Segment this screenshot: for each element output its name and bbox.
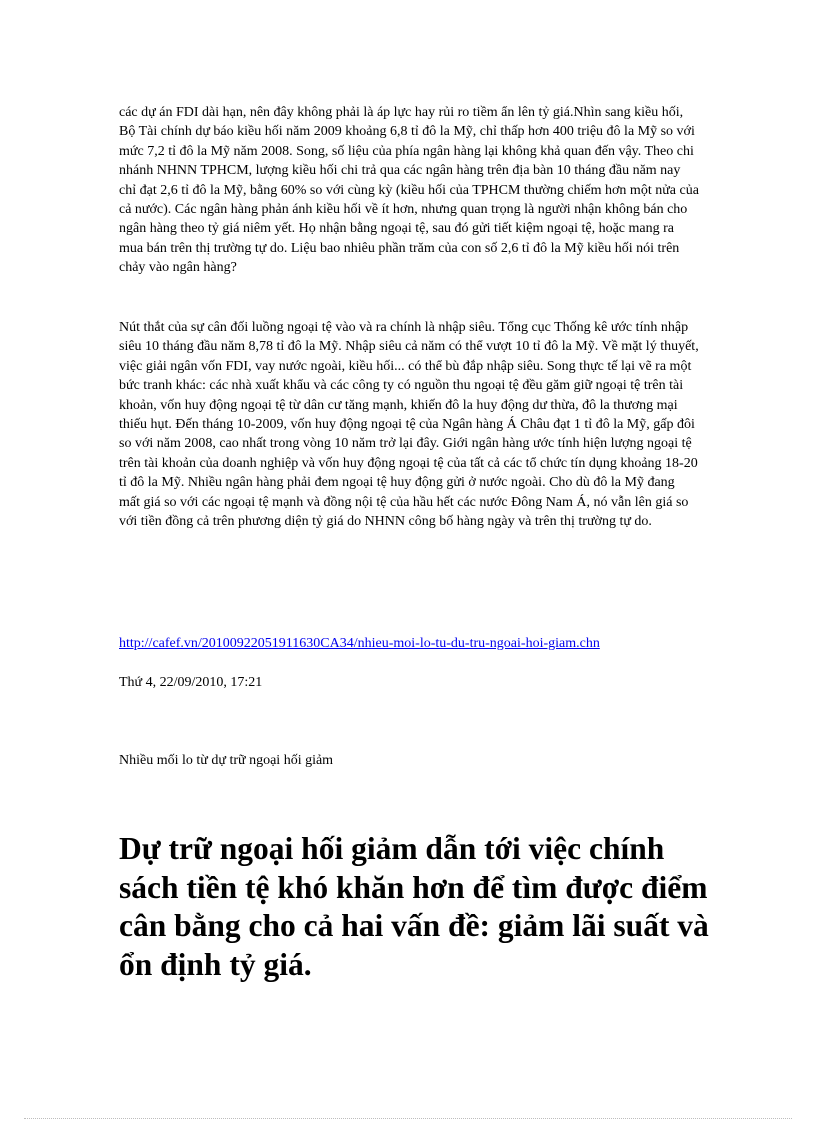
source-link[interactable]: http://cafef.vn/20100922051911630CA34/nhieu-moi-lo-tu-du-tru-ngoai-hoi-giam.chn: [119, 636, 600, 651]
publish-datetime: Thứ 4, 22/09/2010, 17:21: [119, 675, 263, 690]
page-bottom-divider: [24, 1118, 792, 1119]
body-paragraph-trade-deficit: Nút thắt của sự cân đối luồng ngoại tệ vào và ra chính là nhập siêu. Tổng cục Thống kê ước tính nhập siêu 10 tháng đầu năm 8,78 tỉ đô la Mỹ. Nhập siêu cả năm có thể vượt 10 tỉ đô la Mỹ. Về mặt lý thuyết, việc giải ngân vốn FDI, vay nước ngoài, kiều hối... có thể bù đắp nhập siêu. Song thực tế lại vẽ ra một bức tranh khác: các nhà xuất khẩu và các công ty có nguồn thu ngoại tệ đều găm giữ ngoại tệ trên tài khoản, vốn huy động ngoại tệ từ dân cư tăng mạnh, khiến đô la huy động dư thừa, đô la thương mại thiếu hụt. Đến tháng 10-2009, vốn huy động ngoại tệ của Ngân hàng Á Châu đạt 1 tỉ đô la Mỹ, gấp đôi so với năm 2008, cao nhất trong vòng 10 năm trở lại đây. Giới ngân hàng ước tính hiện lượng ngoại tệ trên tài khoản của doanh nghiệp và vốn huy động ngoại tệ của tất cả các tổ chức tín dụng khoảng 18-20 tỉ đô la Mỹ. Nhiều ngân hàng phải đem ngoại tệ huy động gửi ở nước ngoài. Cho dù đô la Mỹ đang mất giá so với các ngoại tệ mạnh và đồng nội tệ của hầu hết các nước Đông Nam Á, nó vẫn lên giá so với tiền đồng cả trên phương diện tỷ giá do NHNN công bố hàng ngày và trên thị trường tự do.: [119, 320, 699, 530]
body-paragraph-remittances: các dự án FDI dài hạn, nên đây không phải là áp lực hay rủi ro tiềm ẩn lên tỷ giá.Nhìn sang kiều hối, Bộ Tài chính dự báo kiều hối năm 2009 khoảng 6,8 tỉ đô la Mỹ, chỉ thấp hơn 400 triệu đô la Mỹ so với mức 7,2 tỉ đô la Mỹ năm 2008. Song, số liệu của phía ngân hàng lại không khả quan đến vậy. Theo chi nhánh NHNN TPHCM, lượng kiều hối chi trả qua các ngân hàng trên địa bàn 10 tháng đầu năm nay chỉ đạt 2,6 tỉ đô la Mỹ, bằng 60% so với cùng kỳ (kiều hối của TPHCM thường chiếm hơn một nửa của cả nước). Các ngân hàng phản ánh kiều hối về ít hơn, nhưng quan trọng là người nhận không bán cho ngân hàng theo tỷ giá niêm yết. Họ nhận bằng ngoại tệ, sau đó gửi tiết kiệm ngoại tệ, hoặc mang ra mua bán trên thị trường tự do. Liệu bao nhiêu phần trăm của con số 2,6 tỉ đô la Mỹ kiều hối nói trên chảy vào ngân hàng?: [119, 105, 699, 276]
article-headline: Dự trữ ngoại hối giảm dẫn tới việc chính sách tiền tệ khó khăn hơn để tìm được điểm cân bằng cho cả hai vấn đề: giảm lãi suất và ổn định tỷ giá.: [119, 831, 709, 982]
article-subtitle: Nhiều mối lo từ dự trữ ngoại hối giảm: [119, 753, 334, 768]
